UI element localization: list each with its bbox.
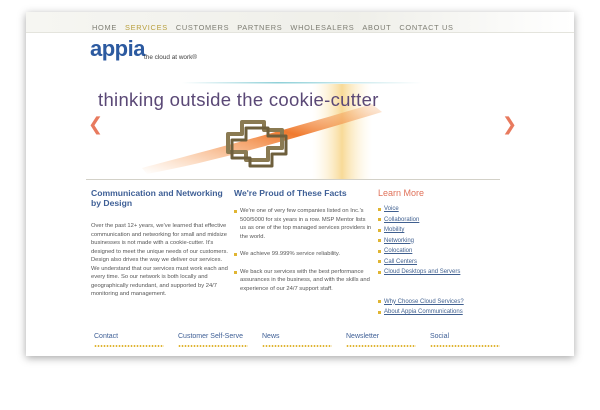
nav-wholesalers[interactable]: WHOLESALERS [290, 23, 355, 32]
bullet-icon [378, 271, 381, 274]
hero-divider [86, 179, 500, 180]
nav-customers[interactable]: CUSTOMERS [175, 23, 230, 32]
bullet-icon [234, 210, 237, 213]
facts-heading: We're Proud of These Facts [234, 188, 347, 198]
fact-text: We achieve 99.999% service reliability. [240, 251, 340, 257]
nav-services[interactable]: SERVICES [124, 23, 168, 32]
intro-heading: Communication and Networking by Design [91, 188, 223, 208]
link-collaboration[interactable] [378, 215, 508, 226]
link-mobility[interactable] [378, 225, 508, 236]
link-call-centers[interactable] [378, 257, 508, 268]
intro-paragraph: Over the past 12+ years, we've learned that effective communication and networking for small and midsize businesses is not made with a cookie-cutter. It's designed to meet the unique needs of our customers. Design also drives the way we deliver our services. We understand that our services must work each and every time. So our network is both locally and geographically redundant, and supported by 24/7 monitoring and management. [91, 223, 228, 297]
bullet-icon [378, 260, 381, 263]
footer-customer-self-serve[interactable] [178, 333, 248, 347]
link-colocation[interactable] [378, 246, 508, 257]
footer-dotted-rule [430, 345, 500, 347]
footer-newsletter[interactable] [346, 333, 416, 347]
hero-headline: thinking outside the cookie-cutter [98, 89, 379, 110]
facts-column [234, 188, 372, 293]
nav-contact-us[interactable]: CONTACT US [399, 23, 454, 32]
link-networking[interactable] [378, 236, 508, 247]
top-navigation [26, 12, 574, 33]
link-label: Collaboration [384, 216, 420, 223]
link-label: About Appia Communications [384, 309, 463, 315]
learn-more-column [378, 188, 508, 318]
link-label: Colocation [384, 248, 413, 254]
fact-item [234, 207, 372, 241]
bullet-icon [234, 253, 237, 256]
fact-item [234, 268, 372, 294]
learn-more-links [378, 204, 508, 278]
bullet-icon [378, 218, 381, 221]
bullet-icon [378, 208, 381, 211]
learn-more-heading: Learn More [378, 188, 425, 198]
carousel-next-icon[interactable]: ❯ [502, 114, 518, 134]
footer-dotted-rule [346, 345, 416, 347]
footer-social[interactable] [430, 333, 500, 347]
link-why-cloud[interactable] [378, 297, 508, 308]
footer-dotted-rule [178, 345, 248, 347]
footer-label: Customer Self-Serve [178, 333, 243, 340]
nav-about[interactable]: ABOUT [362, 23, 392, 32]
link-label: Call Centers [384, 258, 418, 265]
hero-banner [82, 82, 502, 180]
link-label: Cloud Desktops and Servers [384, 269, 461, 275]
fact-text: We're one of very few companies listed on Inc.'s 500/5000 for six years in a row. MSP Mentor lists us as one of the top managed services providers in the world. [240, 208, 372, 240]
intro-column [91, 188, 229, 299]
bullet-icon [378, 300, 381, 303]
footer-dotted-rule [94, 345, 164, 347]
link-label: Voice [384, 206, 399, 212]
nav-partners[interactable]: PARTNERS [237, 23, 283, 32]
link-label: Why Choose Cloud Services? [384, 298, 464, 305]
bullet-icon [378, 229, 381, 232]
bullet-icon [378, 250, 381, 253]
footer-label: Social [430, 333, 450, 340]
carousel-prev-icon[interactable]: ❮ [88, 114, 104, 134]
browser-page [26, 12, 574, 356]
learn-more-secondary-links [378, 297, 508, 318]
nav-home[interactable]: HOME [92, 23, 117, 32]
bullet-icon [378, 311, 381, 314]
link-cloud-desktops[interactable] [378, 267, 508, 278]
logo-tagline: the cloud at work® [144, 54, 198, 61]
footer-news[interactable] [262, 333, 332, 347]
fact-text: We back our services with the best performance assurances in the business, and with the skills and experience of our 24/7 support staff. [240, 268, 370, 292]
footer-contact[interactable] [94, 333, 164, 347]
footer-label: News [262, 333, 280, 340]
footer-label: Contact [94, 333, 119, 340]
link-about-appia[interactable] [378, 307, 508, 318]
fact-item [234, 250, 372, 259]
link-label: Mobility [384, 227, 405, 233]
bullet-icon [234, 271, 237, 274]
bullet-icon [378, 239, 381, 242]
logo-wordmark: appia [90, 36, 145, 61]
link-voice[interactable] [378, 204, 508, 215]
footer-label: Newsletter [346, 333, 380, 340]
appia-logo[interactable] [90, 36, 198, 62]
link-label: Networking [384, 237, 415, 244]
footer-dotted-rule [262, 345, 332, 347]
